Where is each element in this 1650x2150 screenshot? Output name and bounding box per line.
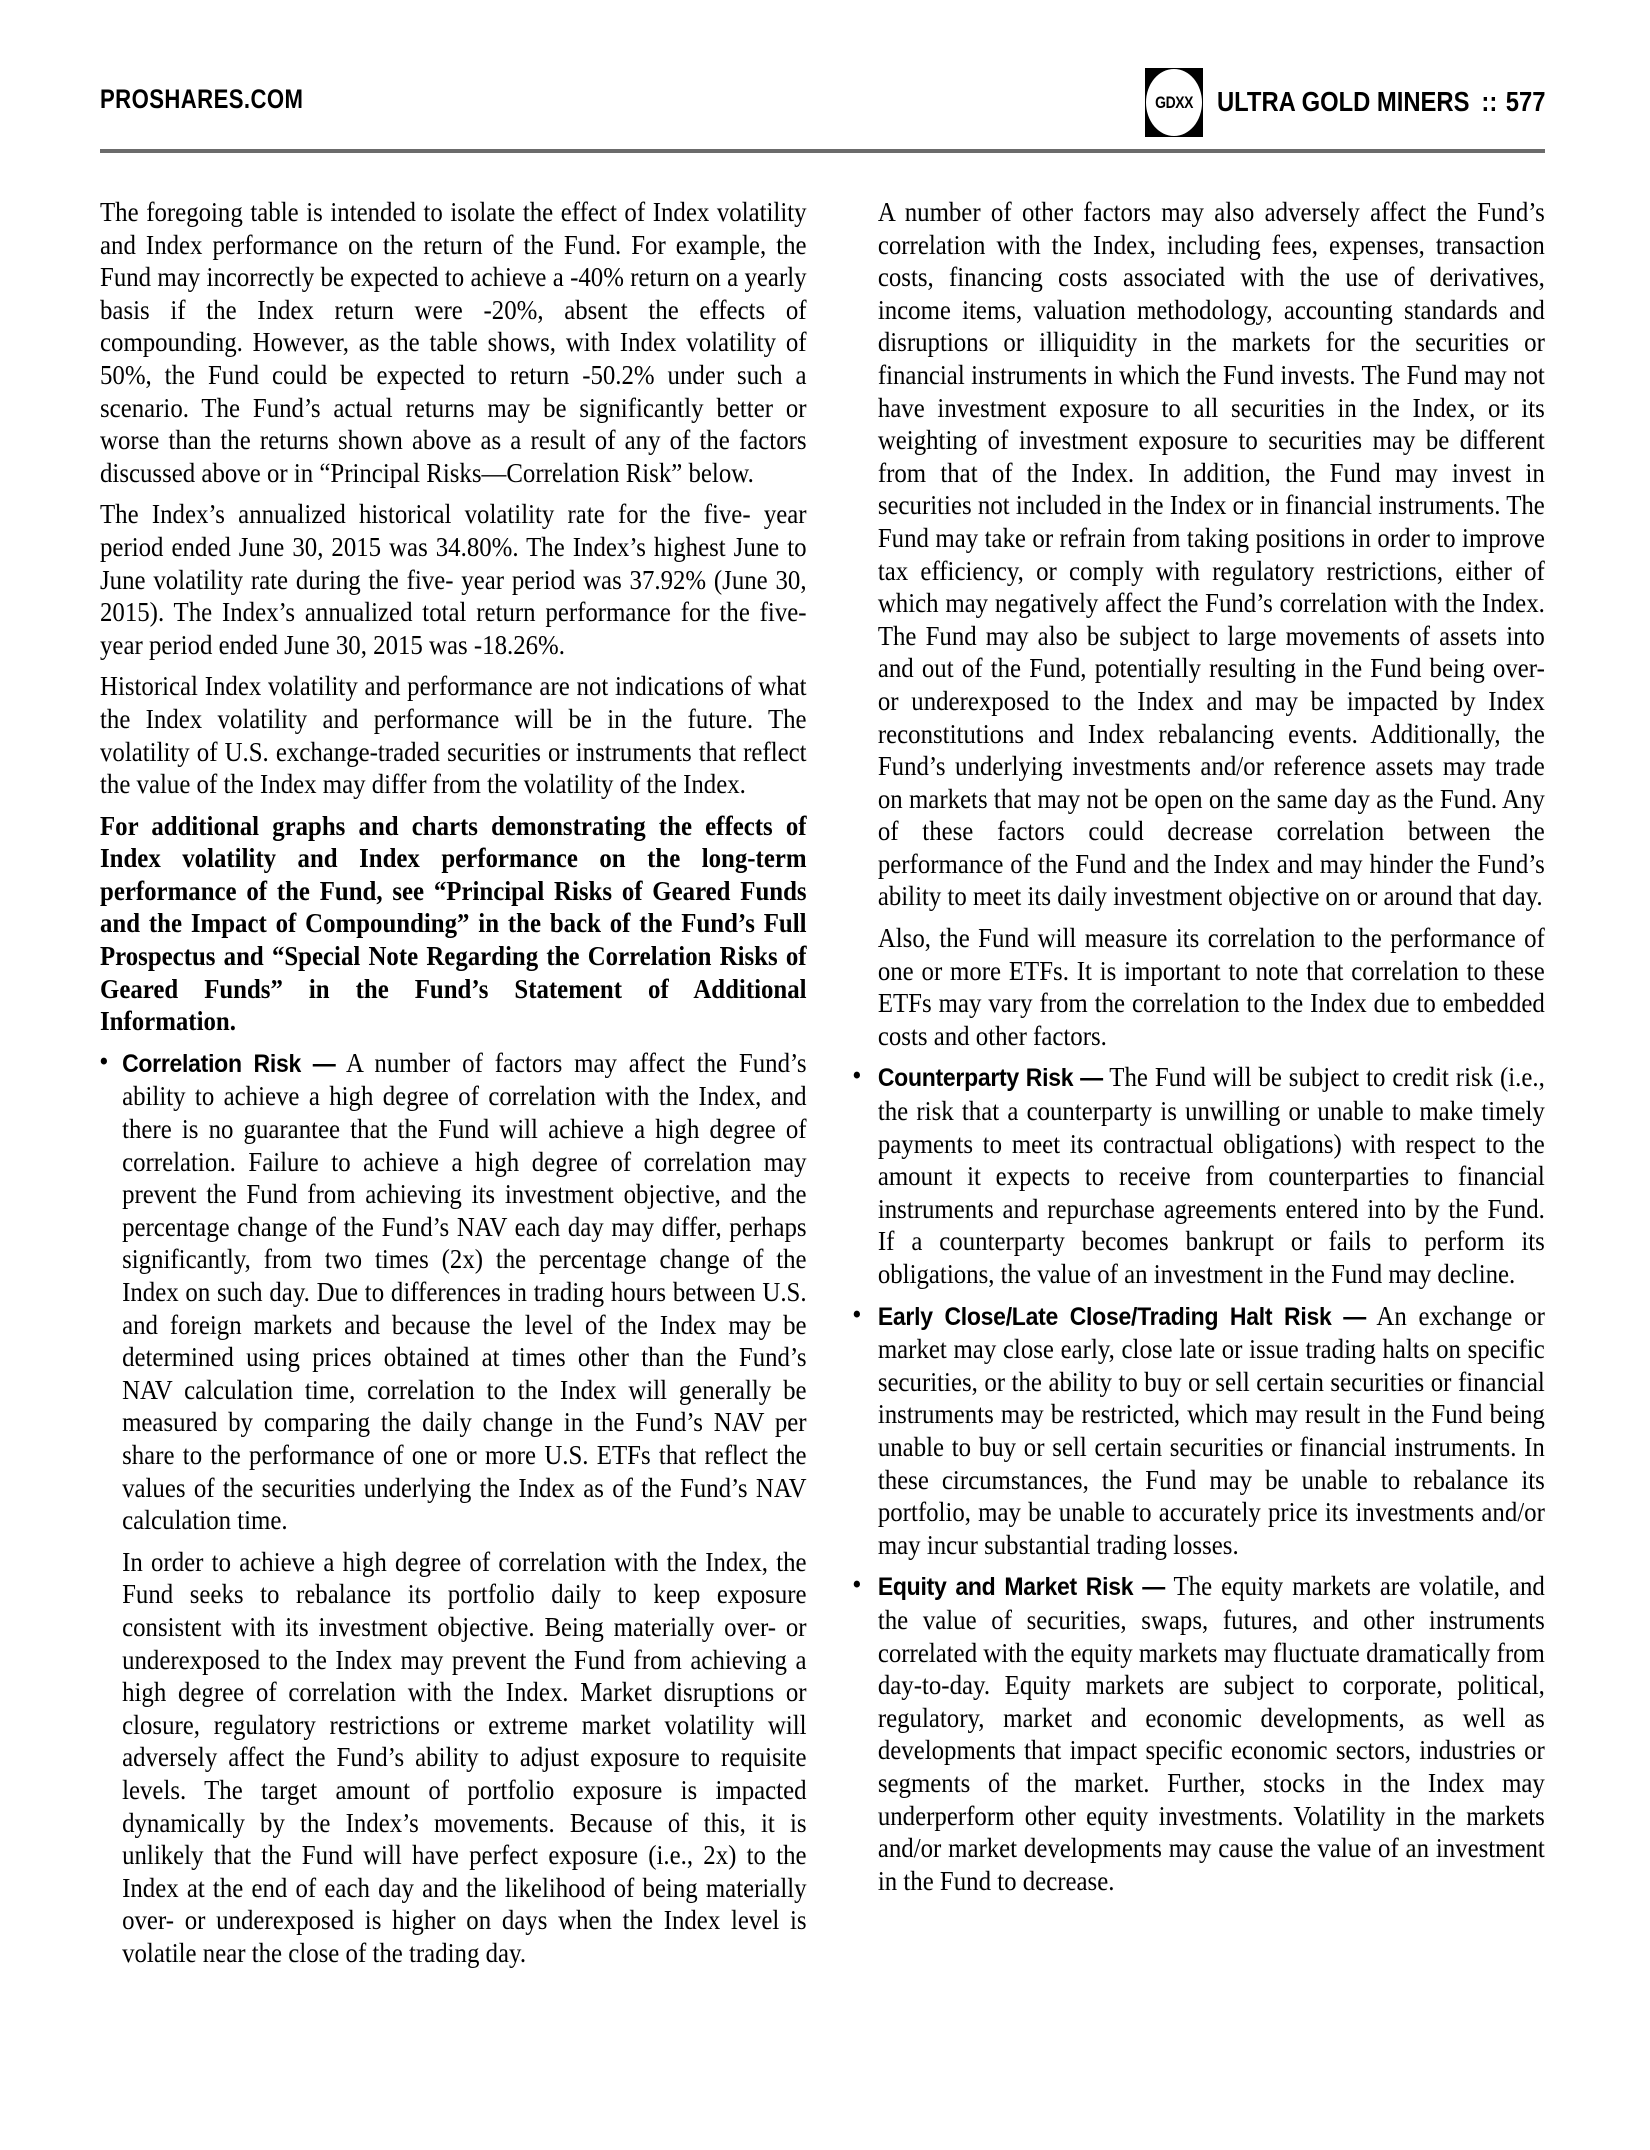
risk-heading-early-close: Early Close/Late Close/Trading Halt Risk —: [877, 1302, 1366, 1331]
paragraph-volatility-rate: The Index’s annualized historical volatility rate for the five- year period ended June 30, 2015 was 34.80%. The Index’s highest June to June volatility rate during the five- year period was 37.92% (June 30, 2015). The Index’s annualized total return performance for the five-year period ended June 30, 2015 was -18.26%.: [100, 499, 807, 660]
fund-name: ULTRA GOLD MINERS: [1216, 86, 1470, 117]
bullet-equity-market-risk-text: [878, 1570, 1545, 1897]
risk-body-early-close: An exchange or market may close early, close late or issue trading halts on specific securities, or the ability to buy or sell certain securities or financial instruments may be restricted, which may result in the Fund being unable to buy or sell certain securities or financial instruments. In these circumstances, the Fund may be unable to rebalance its portfolio, may be unable to accurately price its investments and/or may incur substantial trading losses.: [877, 1300, 1545, 1560]
ticker-badge-oval: [1146, 69, 1202, 136]
bullet-early-close-risk-text: [878, 1300, 1545, 1562]
bullet-icon: •: [100, 1047, 108, 1075]
risk-body-counterparty: The Fund will be subject to credit risk (i.e., the risk that a counterparty is unwilling or unable to make timely payments to meet its contractual obligations) with respect to the amount it expects to receive from counterparties to financial instruments and repurchase agreements entered into by the Fund. If a counterparty becomes bankrupt or fails to perform its obligations, the value of an investment in the Fund may decline.: [877, 1062, 1545, 1289]
site-url: PROSHARES.COM: [100, 84, 304, 114]
header-divider: [100, 149, 1545, 153]
paragraph-etf-correlation: Also, the Fund will measure its correlation to the performance of one or more ETFs. It is important to note that correlation to these ETFs may vary from the correlation to the Index due to embedded costs and other factors.: [877, 923, 1545, 1051]
left-column: [100, 196, 807, 1978]
page-number: 577: [1505, 86, 1545, 117]
bullet-early-close-risk: [853, 1300, 1545, 1562]
bullet-icon: •: [853, 1571, 861, 1599]
risk-body-equity-market: The equity markets are volatile, and the value of securities, swaps, futures, and other instruments correlated with the equity markets may fluctuate dramatically from day-to-day. Equity markets are subject to corporate, political, regulatory, market and economic developments, as well as developments that impact specific economic sectors, industries or segments of the market. Further, stocks in the Index may underperform other equity investments. Volatility in the markets and/or market developments may cause the value of an investment in the Fund to decrease.: [877, 1571, 1545, 1896]
bullet-correlation-risk-text: [122, 1047, 806, 1537]
ticker-text: GDXX: [1155, 92, 1193, 112]
risk-heading-correlation: Correlation Risk —: [122, 1049, 336, 1078]
bullet-equity-market-risk: [853, 1570, 1545, 1897]
ticker-badge: [1145, 68, 1203, 137]
paragraph-rebalance: In order to achieve a high degree of correlation with the Index, the Fund seeks to rebalance its portfolio daily to keep exposure consistent with its investment objective. Being materially over- or underexposed to the Index may prevent the Fund from achieving a high degree of correlation with the Index. Market disruptions or closure, regulatory restrictions or extreme market volatility will adversely affect the Fund’s ability to adjust exposure to requisite levels. The target amount of portfolio exposure is impacted dynamically by the Index’s movements. Because of this, it is unlikely that the Fund will have perfect exposure (i.e., 2x) to the Index at the end of each day and the likelihood of being materially over- or underexposed is higher on days when the Index level is volatile near the close of the trading day.: [122, 1546, 807, 1968]
risk-heading-equity-market: Equity and Market Risk —: [877, 1573, 1165, 1602]
title-separator: ::: [1480, 86, 1497, 117]
paragraph-historical-volatility: Historical Index volatility and performance are not indications of what the Index volatility and performance will be in the future. The volatility of U.S. exchange-traded securities or instruments that reflect the value of the Index may differ from the volatility of the Index.: [100, 671, 807, 800]
page-title: [1217, 88, 1545, 116]
bullet-icon: •: [853, 1300, 861, 1328]
bullet-counterparty-risk: [853, 1061, 1545, 1290]
paragraph-other-factors: A number of other factors may also adversely affect the Fund’s correlation with the Index, including fees, expenses, transaction costs, financing costs associated with the use of derivatives, income items, valuation methodology, accounting standards and disruptions or illiquidity in the markets for the securities or financial instruments in which the Fund invests. The Fund may not have investment exposure to all securities in the Index, or its weighting of investment exposure to securities may be different from that of the Index. In addition, the Fund may invest in securities not included in the Index or in financial instruments. The Fund may take or refrain from taking positions in order to improve tax efficiency, or comply with regulatory restrictions, either of which may negatively affect the Fund’s correlation with the Index. The Fund may also be subject to large movements of assets into and out of the Fund, potentially resulting in the Fund being over- or underexposed to the Index and may be impacted by Index reconstitutions and Index rebalancing events. Additionally, the Fund’s underlying investments and/or reference assets may trade on markets that may not be open on the same day as the Fund. Any of these factors could decrease correlation between the performance of the Fund and the Index and may hinder the Fund’s ability to meet its daily investment objective on or around that day.: [877, 197, 1545, 912]
bullet-counterparty-risk-text: [878, 1061, 1545, 1290]
bullet-icon: •: [853, 1062, 861, 1090]
risk-body-correlation: A number of factors may affect the Fund’s ability to achieve a high degree of correlation with the Index, and there is no guarantee that the Fund will achieve a high degree of correlation. Failure to achieve a high degree of correlation may prevent the Fund from achieving its investment objective, and the percentage change of the Fund’s NAV each day may differ, perhaps significantly, from two times (2x) the percentage change of the Index on such day. Due to differences in trading hours between U.S. and foreign markets and because the level of the Index may be determined using prices obtained at times other than the Fund’s NAV calculation time, correlation to the Index will generally be measured by comparing the daily change in the Fund’s NAV per share to the performance of one or more U.S. ETFs that reflect the values of the securities underlying the Index as of the Fund’s NAV calculation time.: [122, 1047, 807, 1536]
paragraph-foregoing-table: The foregoing table is intended to isolate the effect of Index volatility and Index performance on the return of the Fund. For example, the Fund may incorrectly be expected to achieve a -40% return on a yearly basis if the Index return were -20%, absent the effects of compounding. However, as the table shows, with Index volatility of 50%, the Fund could be expected to return -50.2% under such a scenario. The Fund’s actual returns may be significantly better or worse than the returns shown above as a result of any of the factors discussed above or in “Principal Risks—Correlation Risk” below.: [100, 197, 807, 488]
risk-heading-counterparty: Counterparty Risk —: [877, 1064, 1103, 1093]
paragraph-additional-graphs: For additional graphs and charts demonstrating the effects of Index volatility and Index performance on the long-term performance of the Fund, see “Principal Risks of Geared Funds and the Impact of Compounding” in the back of the Fund’s Full Prospectus and “Special Note Regarding the Correlation Risks of Geared Funds” in the Fund’s Statement of Additional Information.: [100, 810, 807, 1037]
bullet-correlation-risk: [100, 1047, 807, 1537]
right-column: [853, 196, 1545, 1906]
